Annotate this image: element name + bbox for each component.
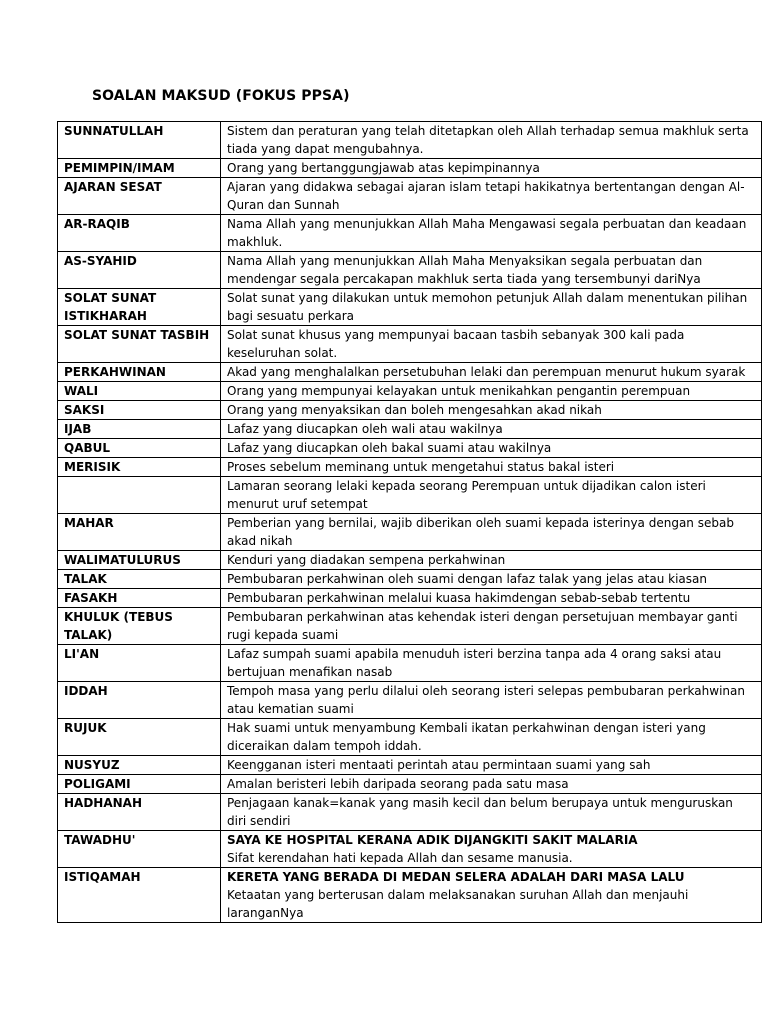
- term-cell: KHULUK (TEBUS TALAK): [58, 608, 221, 645]
- term-cell: POLIGAMI: [58, 775, 221, 794]
- meaning-cell: Proses sebelum meminang untuk mengetahui status bakal isteri: [221, 458, 762, 477]
- table-row: [58, 122, 762, 159]
- term-cell: WALIMATULURUS: [58, 551, 221, 570]
- meaning-cell: Orang yang mempunyai kelayakan untuk menikahkan pengantin perempuan: [221, 382, 762, 401]
- table-row: [58, 645, 762, 682]
- meaning-cell: Solat sunat khusus yang mempunyai bacaan tasbih sebanyak 300 kali pada keseluruhan solat.: [221, 326, 762, 363]
- term-cell: PEMIMPIN/IMAM: [58, 159, 221, 178]
- definition-text: Ketaatan yang berterusan dalam melaksanakan suruhan Allah dan menjauhi laranganNya: [227, 888, 689, 920]
- meaning-cell: Pembubaran perkahwinan melalui kuasa hakimdengan sebab-sebab tertentu: [221, 589, 762, 608]
- meaning-cell: Tempoh masa yang perlu dilalui oleh seorang isteri selepas pembubaran perkahwinan atau kematian suami: [221, 682, 762, 719]
- meaning-cell: Amalan beristeri lebih daripada seorang pada satu masa: [221, 775, 762, 794]
- meaning-cell: Orang yang menyaksikan dan boleh mengesahkan akad nikah: [221, 401, 762, 420]
- meaning-cell: Solat sunat yang dilakukan untuk memohon petunjuk Allah dalam menentukan pilihan bagi sesuatu perkara: [221, 289, 762, 326]
- meaning-cell: Nama Allah yang menunjukkan Allah Maha Mengawasi segala perbuatan dan keadaan makhluk.: [221, 215, 762, 252]
- table-row: [58, 868, 762, 923]
- meaning-cell: Pembubaran perkahwinan atas kehendak isteri dengan persetujuan membayar ganti rugi kepada suami: [221, 608, 762, 645]
- example-sentence: SAYA KE HOSPITAL KERANA ADIK DIJANGKITI SAKIT MALARIA: [227, 833, 638, 847]
- table-row: [58, 477, 762, 514]
- term-cell: LI'AN: [58, 645, 221, 682]
- meaning-cell: Ajaran yang didakwa sebagai ajaran islam tetapi hakikatnya bertentangan dengan Al-Quran dan Sunnah: [221, 178, 762, 215]
- meaning-cell: Keengganan isteri mentaati perintah atau permintaan suami yang sah: [221, 756, 762, 775]
- glossary-table: [57, 121, 762, 923]
- meaning-cell: Lafaz yang diucapkan oleh wali atau wakilnya: [221, 420, 762, 439]
- table-row: [58, 382, 762, 401]
- term-cell: TAWADHU': [58, 831, 221, 868]
- meaning-cell: Lamaran seorang lelaki kepada seorang Perempuan untuk dijadikan calon isteri menurut uruf setempat: [221, 477, 762, 514]
- table-row: [58, 363, 762, 382]
- meaning-cell: Lafaz yang diucapkan oleh bakal suami atau wakilnya: [221, 439, 762, 458]
- table-row: [58, 326, 762, 363]
- table-row: [58, 794, 762, 831]
- meaning-cell: [221, 831, 762, 868]
- table-row: [58, 589, 762, 608]
- table-row: [58, 756, 762, 775]
- meaning-cell: Penjagaan kanak=kanak yang masih kecil dan belum berupaya untuk menguruskan diri sendiri: [221, 794, 762, 831]
- page-title: SOALAN MAKSUD (FOKUS PPSA): [92, 88, 350, 104]
- term-cell: PERKAHWINAN: [58, 363, 221, 382]
- term-cell: MAHAR: [58, 514, 221, 551]
- glossary-body: [58, 122, 762, 923]
- table-row: [58, 682, 762, 719]
- table-row: [58, 514, 762, 551]
- meaning-cell: Orang yang bertanggungjawab atas kepimpinannya: [221, 159, 762, 178]
- table-row: [58, 215, 762, 252]
- meaning-cell: Kenduri yang diadakan sempena perkahwinan: [221, 551, 762, 570]
- term-cell: WALI: [58, 382, 221, 401]
- term-cell: ISTIQAMAH: [58, 868, 221, 923]
- meaning-cell: Lafaz sumpah suami apabila menuduh isteri berzina tanpa ada 4 orang saksi atau bertujuan menafikan nasab: [221, 645, 762, 682]
- term-cell: SAKSI: [58, 401, 221, 420]
- definition-text: Sifat kerendahan hati kepada Allah dan sesame manusia.: [227, 851, 573, 865]
- table-row: [58, 159, 762, 178]
- term-cell: MERISIK: [58, 458, 221, 477]
- term-cell: NUSYUZ: [58, 756, 221, 775]
- term-cell: RUJUK: [58, 719, 221, 756]
- meaning-cell: Nama Allah yang menunjukkan Allah Maha Menyaksikan segala perbuatan dan mendengar segala percakapan makhluk serta tiada yang tersembunyi dariNya: [221, 252, 762, 289]
- meaning-cell: Akad yang menghalalkan persetubuhan lelaki dan perempuan menurut hukum syarak: [221, 363, 762, 382]
- term-cell: SUNNATULLAH: [58, 122, 221, 159]
- table-row: [58, 831, 762, 868]
- table-row: [58, 570, 762, 589]
- term-cell: AS-SYAHID: [58, 252, 221, 289]
- meaning-cell: Pembubaran perkahwinan oleh suami dengan lafaz talak yang jelas atau kiasan: [221, 570, 762, 589]
- table-row: [58, 439, 762, 458]
- table-row: [58, 719, 762, 756]
- meaning-cell: Pemberian yang bernilai, wajib diberikan oleh suami kepada isterinya dengan sebab akad nikah: [221, 514, 762, 551]
- example-sentence: KERETA YANG BERADA DI MEDAN SELERA ADALAH DARI MASA LALU: [227, 870, 685, 884]
- table-row: [58, 420, 762, 439]
- term-cell: QABUL: [58, 439, 221, 458]
- table-row: [58, 775, 762, 794]
- meaning-cell: [221, 868, 762, 923]
- table-row: [58, 458, 762, 477]
- term-cell: FASAKH: [58, 589, 221, 608]
- term-cell: SOLAT SUNAT TASBIH: [58, 326, 221, 363]
- table-row: [58, 401, 762, 420]
- meaning-cell: Hak suami untuk menyambung Kembali ikatan perkahwinan dengan isteri yang diceraikan dalam tempoh iddah.: [221, 719, 762, 756]
- term-cell: SOLAT SUNAT ISTIKHARAH: [58, 289, 221, 326]
- table-row: [58, 252, 762, 289]
- table-row: [58, 551, 762, 570]
- term-cell: IJAB: [58, 420, 221, 439]
- term-cell: TALAK: [58, 570, 221, 589]
- meaning-cell: Sistem dan peraturan yang telah ditetapkan oleh Allah terhadap semua makhluk serta tiada yang dapat mengubahnya.: [221, 122, 762, 159]
- table-row: [58, 608, 762, 645]
- table-row: [58, 178, 762, 215]
- term-cell-empty: [58, 477, 221, 514]
- table-row: [58, 289, 762, 326]
- term-cell: HADHANAH: [58, 794, 221, 831]
- term-cell: AR-RAQIB: [58, 215, 221, 252]
- term-cell: AJARAN SESAT: [58, 178, 221, 215]
- term-cell: IDDAH: [58, 682, 221, 719]
